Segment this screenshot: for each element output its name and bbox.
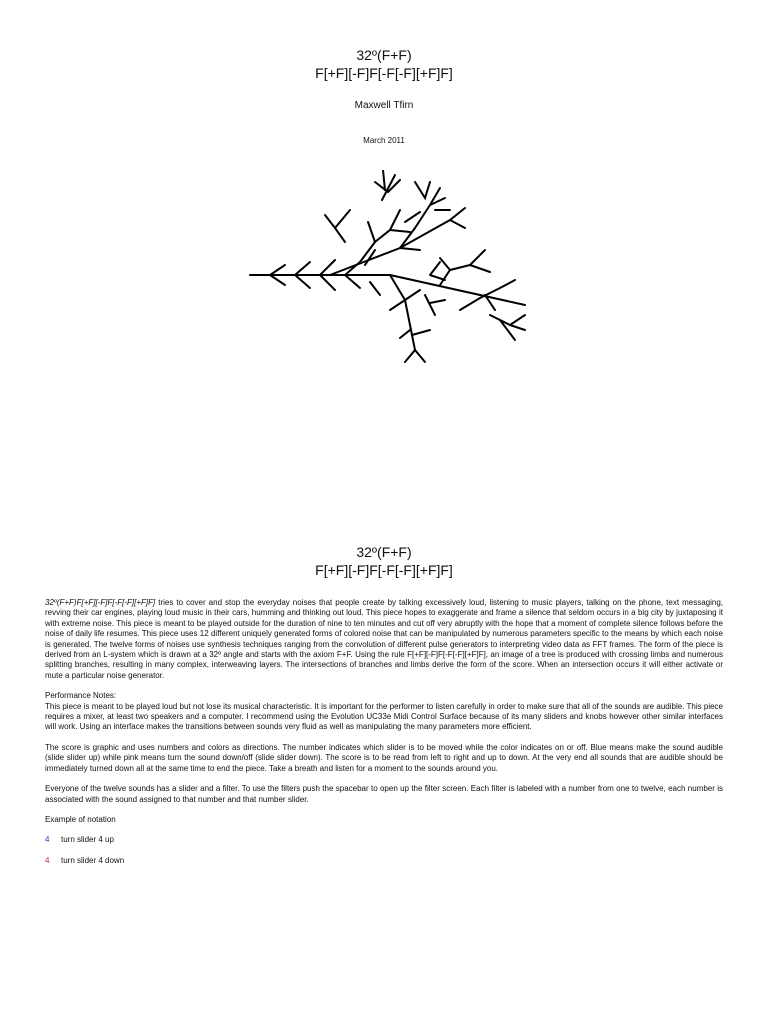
lsystem-tree-figure	[240, 170, 540, 370]
performance-notes-heading: Performance Notes:	[45, 691, 117, 701]
title-line-2: F[+F][-F]F[-F[-F][+F]F]	[315, 65, 453, 81]
performance-paragraph-2: The score is graphic and uses numbers and colors as directions. The number indicates which slider is to be moved while the color indicates on or off. Blue means make the sound audible (slide slider up) while pink means turn the sound down/off (slide slider down). The score is to be read from left to right and up to down. At the very end all sounds that are audible should be immediately turned down all at the same time to end the piece. Take a breath and listen for a moment to the sounds around you.	[45, 742, 723, 773]
author: Maxwell Tfirn	[354, 100, 414, 111]
title-line-1: 32º(F+F)	[356, 47, 412, 63]
intro-paragraph	[45, 598, 723, 681]
example-item	[45, 856, 723, 866]
performance-paragraph-1: This piece is meant to be played loud but not lose its musical characteristic. It is important for the performer to listen carefully in order to make sure that all of the sounds are audible. This piece requires a mixer, at least two speakers and a computer. I recommend using the Evolution UC33e Midi Control Surface because of its many sliders and knobs however other similar interfaces will work. Using an interface makes the transitions between sounds very fluid as well as manipulating the many parameters more efficient.	[45, 701, 723, 732]
example-text: turn slider 4 down	[61, 855, 125, 865]
section-title-line-1: 32º(F+F)	[356, 544, 412, 560]
example-heading: Example of notation	[45, 814, 116, 824]
date: March 2011	[363, 136, 405, 145]
example-number: 4	[45, 835, 50, 845]
body-text	[45, 598, 723, 876]
intro-text: tries to cover and stop the everyday noises that people create by talking excessively loud, listening to music players, talking on the phone, text messaging, revving their car engines, playing loud music in their cars, humming and thinking out loud. This piece hopes to exaggerate and frame a silence that seldom occurs in a big city by juxtaposing it with extreme noise. This piece is meant to be played outside for the duration of nine to ten minutes and cut off very abruptly with the hope that a moment of complete silence follows before the noise of daily life resumes. This piece uses 12 different uniquely generated forms of colored noise that can be manipulated by numerous parameters specific to the means by which each noise is generated. The twelve forms of noises use synthesis techniques ranging from the convolution of different pulse generators to interpreting video data as FFT frames. The form of the piece is derived from an L-system which is drawn at a 32º angle and starts with the axiom F+F. Using the rule F[+F][-F]F[-F[-F][+F]F], an image of a tree is produced with crossing limbs and numerous splitting branches, resulting in many complex, interweaving layers. The intersections of branches and limbs derive the form of the score. When an intersection occurs it will either activate or mute a particular noise generator.	[45, 598, 723, 680]
section-title-block	[0, 543, 768, 579]
example-text: turn slider 4 up	[61, 835, 114, 845]
section-title-line-2: F[+F][-F]F[-F[-F][+F]F]	[315, 562, 453, 578]
title-block	[0, 46, 768, 82]
performance-paragraph-3: Everyone of the twelve sounds has a slider and a filter. To use the filters push the spacebar to open up the filter screen. Each filter is labeled with a number from one to twelve, each number is associated with the sound assigned to that number and that number slider.	[45, 784, 723, 804]
example-item	[45, 835, 723, 845]
example-number: 4	[45, 855, 50, 865]
intro-lead-italic: 32º(F+F)F[+F][-F]F[-F[-F][+F]F]	[45, 598, 156, 607]
